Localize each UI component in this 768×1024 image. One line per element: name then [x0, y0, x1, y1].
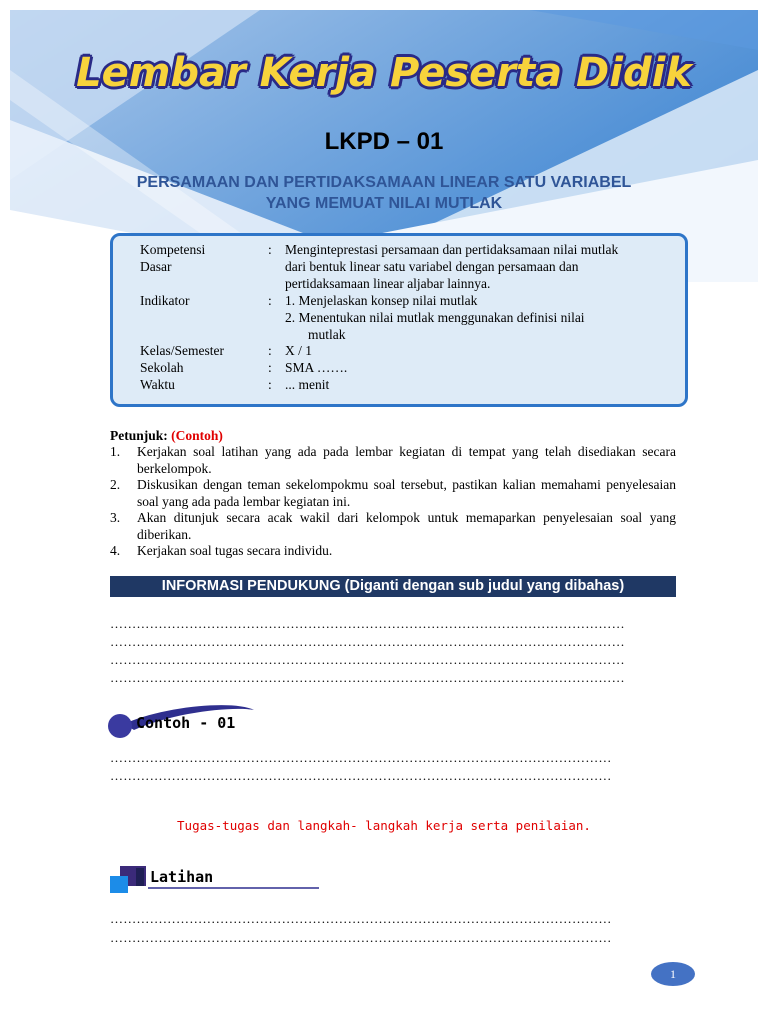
step-text: Akan ditunjuk secara acak wakil dari kelompok untuk memaparkan penyelesaian soal yang diberikan.: [137, 510, 676, 542]
contoh-label: Contoh - 01: [136, 714, 236, 732]
script-title: Lembar Kerja Peserta Didik: [76, 50, 692, 96]
petunjuk-note: (Contoh): [171, 428, 223, 443]
petunjuk-heading: [110, 428, 223, 444]
indikator-1: 1. Menjelaskan konsep nilai mutlak: [285, 293, 478, 308]
contoh-line: ……………………………………………………………………………………………………: [110, 750, 612, 765]
document-subtitle: [0, 172, 768, 214]
colon: :: [268, 377, 272, 392]
indikator-2-cont: mutlak: [308, 327, 346, 342]
step-item: [110, 477, 676, 510]
latihan-label: Latihan: [150, 868, 214, 886]
kelas-value: X / 1: [285, 343, 312, 358]
informasi-line: ………………………………………………………………………………………………………: [110, 634, 625, 649]
step-number: 4.: [110, 543, 121, 558]
tugas-text: Tugas-tugas dan langkah- langkah kerja serta penilaian.: [177, 818, 591, 833]
latihan-heading: [108, 862, 323, 896]
latihan-line: ……………………………………………………………………………………………………: [110, 911, 612, 926]
indikator-2: 2. Menentukan nilai mutlak menggunakan definisi nilai: [285, 310, 585, 325]
petunjuk-steps: [110, 444, 676, 560]
latihan-line: ……………………………………………………………………………………………………: [110, 930, 612, 945]
kompetensi-label-2: Dasar: [140, 259, 172, 274]
page-number: 1: [651, 962, 695, 986]
colon: :: [268, 343, 272, 358]
colon: :: [268, 293, 272, 308]
contoh-heading: [104, 700, 264, 740]
sekolah-label: Sekolah: [140, 360, 184, 375]
waktu-value: ... menit: [285, 377, 330, 392]
waktu-label: Waktu: [140, 377, 175, 392]
petunjuk-label: Petunjuk:: [110, 428, 168, 443]
step-number: 3.: [110, 510, 121, 525]
kelas-label: Kelas/Semester: [140, 343, 224, 358]
step-text: Kerjakan soal tugas secara individu.: [137, 543, 333, 558]
kompetensi-value-1: Menginteprestasi persamaan dan pertidaksamaan nilai mutlak: [285, 242, 619, 257]
informasi-line: ………………………………………………………………………………………………………: [110, 616, 625, 631]
step-item: [110, 444, 676, 477]
informasi-heading: INFORMASI PENDUKUNG (Diganti dengan sub judul yang dibahas): [110, 576, 676, 597]
step-text: Diskusikan dengan teman sekelompokmu soal tersebut, pastikan kalian memahami penyelesaian soal yang ada pada lembar kegiatan ini.: [137, 477, 676, 509]
step-item: [110, 543, 676, 560]
kompetensi-value-3: pertidaksamaan linear aljabar lainnya.: [285, 276, 491, 291]
sekolah-value: SMA …….: [285, 360, 348, 375]
indikator-label: Indikator: [140, 293, 190, 308]
document-code: LKPD – 01: [324, 128, 444, 155]
kompetensi-value-2: dari bentuk linear satu variabel dengan persamaan dan: [285, 259, 579, 274]
step-text: Kerjakan soal latihan yang ada pada lembar kegiatan di tempat yang telah disediakan secara berkelompok.: [137, 444, 676, 476]
blocks-icon: [108, 862, 323, 896]
informasi-line: ………………………………………………………………………………………………………: [110, 652, 625, 667]
step-number: 2.: [110, 477, 121, 492]
subtitle-line-1: PERSAMAAN DAN PERTIDAKSAMAAN LINEAR SATU VARIABEL: [136, 174, 632, 191]
colon: :: [268, 242, 272, 257]
step-item: [110, 510, 676, 543]
info-box: [110, 233, 688, 407]
contoh-line: ……………………………………………………………………………………………………: [110, 768, 612, 783]
step-number: 1.: [110, 444, 121, 459]
kompetensi-label: Kompetensi: [140, 242, 206, 257]
informasi-line: ………………………………………………………………………………………………………: [110, 670, 625, 685]
colon: :: [268, 360, 272, 375]
subtitle-line-2: YANG MEMUAT NILAI MUTLAK: [265, 195, 503, 212]
